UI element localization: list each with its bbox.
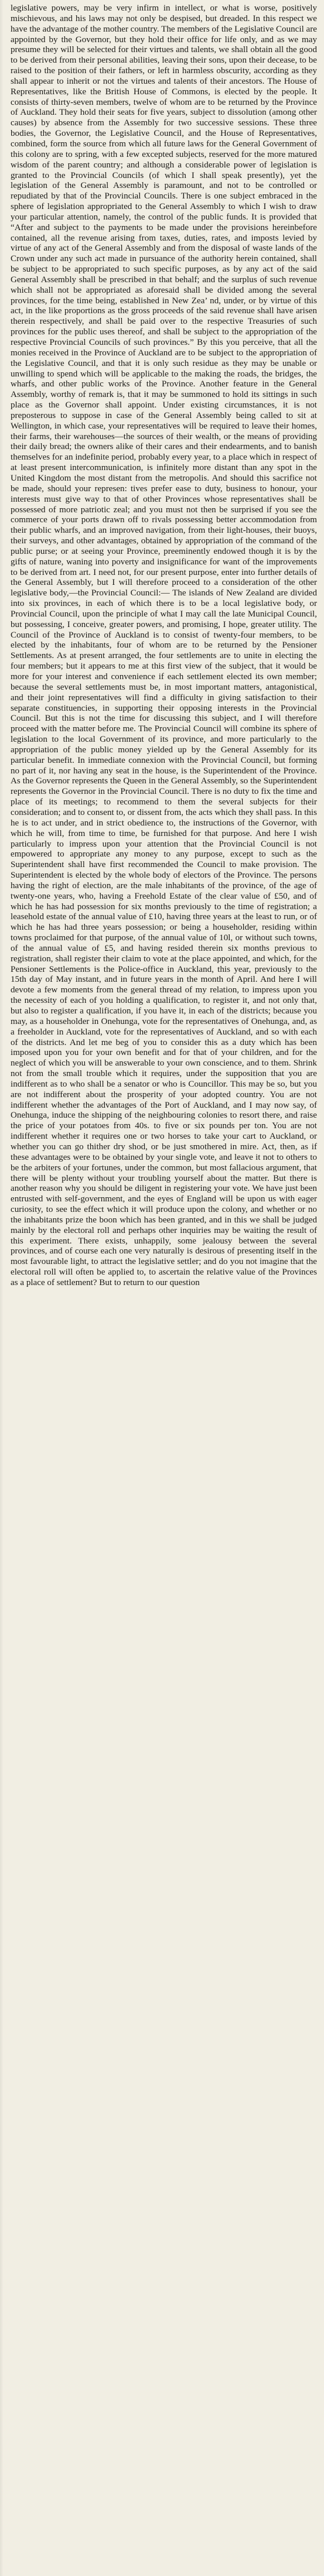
- article-column: [11, 4, 317, 1289]
- article-paragraph: legislative powers, may be very infirm in intellect, or what is worse, positively mischievous, and his laws may not only be despised, but dreaded. In this respect we have the advantage of the mother country. The members of the Legislative Council are appointed by the Governor, but they hold their office for life only, and as we may presume they will be selected for their virtues and talents, we shall obtain all the good to be derived from their personal abilities, leaving their sons, upon their decease, to be raised to the position of their fathers, or left in harmless obscurity, according as they shall appear to inherit or not the virtues and talents of their ancestors. The House of Representatives, like the British House of Commons, is elected by the people. It consists of thirty-seven members, twelve of whom are to be returned by the Province of Auckland. They hold their seats for five years, subject to dissolution (among other causes) by absence from the Assembly for two successive sessions. These three bodies, the Governor, the Legislative Council, and the House of Representatives, combined, form the source from which all future laws for the General Government of this colony are to spring, with a few excepted subjects, reserved for the more matured wisdom of the parent country; and although a considerable power of legislation is granted to the Provincial Councils (of which I shall speak presently), yet the legislation of the General Assembly is paramount, and not to be controlled or repudiated by that of the Provincial Councils. There is one subject embraced in the sphere of legislation appropriated to the General Assembly to which I wish to draw your particular attention, namely, the control of the public funds. It is provided that “After and subject to the payments to be made under the provisions hereinbefore contained, all the revenue arising from taxes, duties, rates, and imposts levied by virtue of any act of the General Assembly and from the disposal of waste lands of the Crown under any such act made in pursuance of the authority herein contained, shall be subject to be appropriated to such specific purposes, as by any act of the said General Assembly shall be prescribed in that behalf; and the surplus of such revenue which shall not be appropriated as aforesaid shall be divided among the several provinces, for the time being, established in New Zea’ nd, under, or by virtue of this act, in the like proportions as the gross proceeds of the said revenue shall have arisen therein respectively, and shall be paid over to the respective Treasuries of such provinces for the public uses thereof, and shall be subject to the appropriation of the respective Provincial Councils of such provinces.” By this you perceive, that all the monies received in the Province of Auckland are to be subject to the appropriation of the Legislative Council, and that it is only such residue as they may be unable or unwilling to spend which will be applicable to the making the roads, the bridges, the wharfs, and other public works of the Province. Another feature in the General Assembly, worthy of remark is, that it may be summoned to hold its sittings in such place as the Governor shall appoint. Under existing circumstances, it is not preposterous to suppose in case of the General Assembly being called to sit at Wellington, in which case, your representatives will be required to leave their homes, their farms, their warehouses—the sources of their wealth, or the means of providing their daily bread; the owners alike of their cares and their endearments, and to banish themselves for an indefinite period, probably every year, to a place which in respect of at least present intercommunication, is infinitely more distant than any spot in the United Kingdom the most distant from the metropolis. And should this sacrifice not be made, should your represen: tives prefer ease to duty, business to honour, your interests must give way to that of other Provinces whose representatives shall be possessed of more patriotic zeal; and you must not then be surprised if you see the commerce of your ports drawn off to rivals possessing better accommodation from their public wharfs, and an improved navigation, from their light-houses, their buoys, their surveys, and other advantages, obtained by appropriation of the command of the public purse; or at seeing your Province, preeminently endowed though it is by the gifts of nature, waning into poverty and insignificance for want of the improvements to be derived from art. I need not, for our present purpose, enter into further details of the General Assembly, but I will therefore proceed to a consideration of the other legislative body,—the Provincial Council:— The islands of New Zealand are divided into six provinces, in each of which there is to be a local legislative body, or Provincial Council, upon the principle of what I may call the late Municipal Council, but possessing, I conceive, greater powers, and promising, I hope, greater utility. The Council of the Province of Auckland is to consist of twenty-four members, to be elected by the inhabitants, four of whom are to be returned by the Pensioner Settlements. As at present arranged, the four settlements are to unite in electing the four members; but it appears to me at this first view of the subject, that it would be more for your interest and convenience if each settlement elected its own member; because the several settlements must be, in most important matters, antagonistical, and their joint representatives will find a difficulty in giving satisfaction to their separate constituencies, in supporting their opposing interests in the Provincial Council. But this is not the time for discussing this subject, and I will therefore proceed with the matter before me. The Provincial Council will combine its sphere of legislation to the local Government of its province, and more particularly to the appropriation of the public money yielded up by the General Assembly for its particular benefit. In immediate connexion with the Provincial Council, but forming no part of it, nor having any seat in the house, is the Superintendent of the Province. As the Governor represents the Queen in the General Assembly, so the Superintendent represents the Governor in the Provincial Council. There is no duty to fix the time and place of its meetings; to recommend to them the several subjects for their consideration; and to consent to, or dissent from, the acts which they shall pass. In this he is to act under, and in strict obedience to, the instructions of the Governor, with which he will, from time to time, be furnished for that purpose. And here I wish particularly to impress upon your attention that the Provincial Council is not empowered to appropriate any money to any purpose, except to such as the Superintendent shall have first recommended the Council to make provision. The Superintendent is elected by the whole body of electors of the Province. The persons having the right of election, are the male inhabitants of the province, of the age of twenty-one years, who, having a Freehold Estate of the clear value of £50, and of which he has had possession for six months previously to the time of registration; a leasehold estate of the annual value of £10, having three years at the least to run, or of which he has had three years possession; or being a householder, residing within towns proclaimed for that purpose, of the annual value of 10l, or without such towns, of the annual value of £5, and having resided therein six months previous to registration, shall register their claim to vote at the place appointed, and which, for the Pensioner Settlements is the Police-office in Auckland, this year, previously to the 15th day of May instant, and in future years in the month of April. And here I will devote a few moments from the general thread of my relation, to impress upon you the necessity of each of you holding a qualification, to register it, and not only that, but also to register a qualification, if you have it, in each of the districts; because you may, as a householder in Onehunga, vote for the representatives of Onehunga, and, as a freeholder in Auckland, vote for the representatives of Auckland, and so with each of the districts. And let me beg of you to consider this as a duty which has been imposed upon you for your own benefit and for that of your children, and for the neglect of which you will be answerable to your own conscience, and to them. Shrink not from the small trouble which it requires, under the supposition that you are indifferent as to who shall be a senator or who is Councillor. This may be so, but you are not indifferent about the prosperity of your adopted country. You are not indifferent whether the advantages of the Port of Auckland, and I may now say, of Onehunga, induce the shipping of the neighbouring colonies to resort there, and raise the price of your potatoes from 40s. to five or six pounds per ton. You are not indifferent whether it requires one or two horses to take your cart to Auckland, or whether you can go thither dry shod, or be just smothered in mire. Act, then, as if these advantages were to be obtained by your single vote, and leave it not to others to be the arbiters of your fortunes, under the common, but most fallacious argument, that there will be plenty without your troubling yourself about the matter. But there is another reason why you should be diligent in registering your vote. We have just been entrusted with self-government, and the eyes of England will be upon us with eager curiosity, to see the effect which it will produce upon the colony, and whether or no the inhabitants prize the boon which has been granted, and in this we shall be judged mainly by the electoral roll and perhaps other inquiries may be waiting the result of this experiment. There exists, unhappily, some jealousy between the several provinces, and of course each one very naturally is desirous of presenting itself in the most favourable light, to attract the legislative settler; and do you not imagine that the electoral roll will often be applied to, to ascertain the relative value of the Provinces as a place of settlement? But to return to our question: [11, 4, 317, 1287]
